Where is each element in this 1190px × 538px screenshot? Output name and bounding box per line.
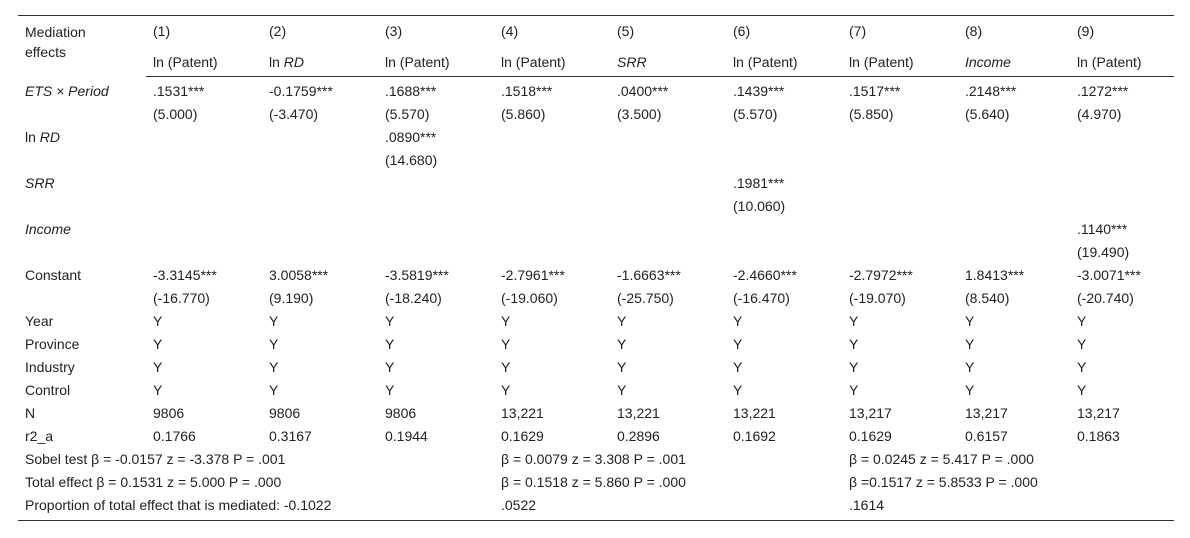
- value-cell: Y: [269, 336, 279, 352]
- table-row-sobel-test: [18, 448, 1174, 471]
- value-cell: 0.1629: [501, 428, 544, 444]
- coef-cell: .2148***: [965, 83, 1017, 99]
- coef-cell: .1688***: [385, 83, 437, 99]
- coef-cell: [146, 126, 262, 149]
- depvar-name: RD: [283, 54, 305, 70]
- table-row-ets-period: [18, 77, 1174, 104]
- coef-cell: -3.0071***: [1077, 267, 1141, 283]
- value-cell: Y: [849, 313, 859, 329]
- value-cell: 9806: [269, 405, 301, 421]
- row-label: Province: [25, 336, 80, 352]
- coef-cell: -3.5819***: [385, 267, 449, 283]
- depvar-prefix: ln: [153, 54, 168, 70]
- t-stat-cell: (-18.240): [385, 290, 442, 306]
- value-cell: 0.1863: [1077, 428, 1120, 444]
- table-row-srr: [18, 172, 1174, 195]
- t-stat-cell: [726, 149, 842, 172]
- row-label-prefix: ln: [25, 129, 40, 145]
- value-cell: Y: [385, 313, 395, 329]
- t-stat-cell: (5.850): [849, 106, 894, 122]
- value-cell: 0.1944: [385, 428, 428, 444]
- coef-cell: .1981***: [733, 175, 785, 191]
- t-stat-cell: (14.680): [385, 152, 438, 168]
- value-cell: 0.6157: [965, 428, 1008, 444]
- value-cell: Y: [501, 313, 511, 329]
- value-cell: Y: [965, 359, 975, 375]
- depvar-prefix: ln: [269, 54, 284, 70]
- t-stat-cell: [494, 195, 610, 218]
- t-stat-cell: (8.540): [965, 290, 1010, 306]
- table-row-income-t: [18, 241, 1174, 264]
- total-effect-group-1: Total effect β = 0.1531 z = 5.000 P = .000: [25, 474, 282, 490]
- value-cell: Y: [153, 382, 163, 398]
- t-stat-cell: [146, 149, 262, 172]
- value-cell: Y: [965, 313, 975, 329]
- value-cell: 13,217: [1077, 405, 1120, 421]
- t-stat-cell: [842, 241, 958, 264]
- value-cell: Y: [733, 382, 743, 398]
- proportion-group-1: Proportion of total effect that is mediated: -0.1022: [18, 494, 494, 521]
- coef-cell: -3.3145***: [153, 267, 217, 283]
- total-effect-group-3: β =0.1517 z = 5.8533 P = .000: [849, 474, 1038, 490]
- coef-cell: .1140***: [1077, 221, 1128, 237]
- coef-cell: [146, 172, 262, 195]
- col-depvar: [378, 43, 494, 77]
- row-label: r2_a: [25, 428, 54, 444]
- value-cell: Y: [965, 336, 975, 352]
- value-cell: Y: [1077, 336, 1087, 352]
- total-effect-group-2: β = 0.1518 z = 5.860 P = .000: [501, 474, 686, 490]
- table-row-r2a: [18, 425, 1174, 448]
- coef-cell: [262, 126, 378, 149]
- value-cell: Y: [733, 336, 743, 352]
- table-row-province: [18, 333, 1174, 356]
- row-label: N: [25, 405, 36, 421]
- coef-cell: 3.0058***: [269, 267, 329, 283]
- value-cell: 9806: [153, 405, 185, 421]
- depvar-name: (Patent): [167, 54, 218, 70]
- table-row-proportion-mediated: [18, 494, 1174, 521]
- t-stat-cell: [726, 241, 842, 264]
- value-cell: Y: [269, 382, 279, 398]
- coef-cell: .0400***: [617, 83, 669, 99]
- header-row-depvars: [18, 43, 1174, 77]
- value-cell: Y: [849, 359, 859, 375]
- t-stat-cell: [958, 149, 1070, 172]
- value-cell: Y: [501, 336, 511, 352]
- depvar-prefix: ln: [733, 54, 748, 70]
- coef-cell: [494, 218, 610, 241]
- value-cell: 13,221: [501, 405, 544, 421]
- value-cell: Y: [269, 313, 279, 329]
- coef-cell: -0.1759***: [269, 83, 333, 99]
- value-cell: Y: [385, 336, 395, 352]
- value-cell: Y: [1077, 313, 1087, 329]
- table-row-year: [18, 310, 1174, 333]
- coef-cell: .1272***: [1077, 83, 1129, 99]
- value-cell: Y: [153, 313, 163, 329]
- t-stat-cell: (5.860): [501, 106, 546, 122]
- sobel-test-group-1: Sobel test β = -0.0157 z = -3.378 P = .001: [25, 451, 286, 467]
- value-cell: Y: [965, 382, 975, 398]
- col-depvar: [146, 43, 262, 77]
- t-stat-cell: (10.060): [733, 198, 786, 214]
- col-num: (9): [1070, 16, 1174, 44]
- depvar-name: Income: [965, 54, 1011, 70]
- t-stat-cell: [610, 241, 726, 264]
- t-stat-cell: [146, 241, 262, 264]
- value-cell: Y: [385, 382, 395, 398]
- coef-cell: .1518***: [501, 83, 553, 99]
- value-cell: Y: [849, 336, 859, 352]
- table-row-income: [18, 218, 1174, 241]
- coef-cell: [1070, 126, 1174, 149]
- depvar-name: (Patent): [863, 54, 914, 70]
- col-num: (7): [842, 16, 958, 44]
- t-stat-cell: (-19.060): [501, 290, 558, 306]
- coef-cell: -2.4660***: [733, 267, 797, 283]
- coef-cell: [610, 218, 726, 241]
- value-cell: Y: [849, 382, 859, 398]
- col-depvar: [262, 43, 378, 77]
- t-stat-cell: [1070, 195, 1174, 218]
- t-stat-cell: (3.500): [617, 106, 662, 122]
- coef-cell: 1.8413***: [965, 267, 1025, 283]
- value-cell: 0.2896: [617, 428, 660, 444]
- row-label: SRR: [25, 175, 55, 191]
- coef-cell: [1070, 172, 1174, 195]
- value-cell: 13,217: [849, 405, 892, 421]
- value-cell: Y: [153, 336, 163, 352]
- value-cell: Y: [385, 359, 395, 375]
- coef-cell: .1439***: [733, 83, 785, 99]
- col-num: (6): [726, 16, 842, 44]
- col-depvar: [494, 43, 610, 77]
- coef-cell: [958, 126, 1070, 149]
- value-cell: 0.1766: [153, 428, 196, 444]
- coef-cell: [842, 218, 958, 241]
- value-cell: Y: [269, 359, 279, 375]
- coef-cell: .1531***: [153, 83, 205, 99]
- t-stat-cell: [494, 241, 610, 264]
- coef-cell: [378, 218, 494, 241]
- t-stat-cell: (-25.750): [617, 290, 674, 306]
- value-cell: Y: [617, 313, 627, 329]
- t-stat-cell: (19.490): [1077, 244, 1130, 260]
- header-row-numbers: [18, 16, 1174, 44]
- table-row-ln-rd: [18, 126, 1174, 149]
- t-stat-cell: [262, 149, 378, 172]
- t-stat-cell: [146, 195, 262, 218]
- row-label: [18, 126, 146, 149]
- col-num: (2): [262, 16, 378, 44]
- t-stat-cell: [262, 241, 378, 264]
- t-stat-cell: [842, 195, 958, 218]
- value-cell: Y: [1077, 382, 1087, 398]
- t-stat-cell: [494, 149, 610, 172]
- col-depvar: [610, 43, 726, 77]
- row-label: Control: [25, 382, 71, 398]
- col-depvar: [726, 43, 842, 77]
- t-stat-cell: [958, 195, 1070, 218]
- t-stat-cell: (5.640): [965, 106, 1010, 122]
- coef-cell: -2.7961***: [501, 267, 565, 283]
- table-row-srr-t: [18, 195, 1174, 218]
- table-row-n: [18, 402, 1174, 425]
- coef-cell: [958, 172, 1070, 195]
- sobel-test-group-3: β = 0.0245 z = 5.417 P = .000: [849, 451, 1034, 467]
- stub-header-line2: effects: [25, 44, 66, 60]
- col-num: (4): [494, 16, 610, 44]
- table-row-ln-rd-t: [18, 149, 1174, 172]
- coef-cell: [842, 126, 958, 149]
- col-num: (5): [610, 16, 726, 44]
- row-label-var: RD: [39, 129, 61, 145]
- coef-cell: .1517***: [849, 83, 901, 99]
- t-stat-cell: [378, 195, 494, 218]
- row-label: Industry: [25, 359, 75, 375]
- t-stat-cell: [1070, 149, 1174, 172]
- t-stat-cell: (-16.770): [153, 290, 210, 306]
- coef-cell: -1.6663***: [617, 267, 681, 283]
- coef-cell: [494, 172, 610, 195]
- coef-cell: [262, 172, 378, 195]
- t-stat-cell: [958, 241, 1070, 264]
- coef-cell: [726, 218, 842, 241]
- depvar-prefix: ln: [385, 54, 400, 70]
- stub-header-line1: Mediation: [25, 24, 86, 40]
- value-cell: Y: [501, 359, 511, 375]
- depvar-prefix: ln: [501, 54, 516, 70]
- t-stat-cell: (-3.470): [269, 106, 319, 122]
- value-cell: Y: [733, 359, 743, 375]
- t-stat-cell: [262, 195, 378, 218]
- value-cell: Y: [501, 382, 511, 398]
- coef-cell: [726, 126, 842, 149]
- value-cell: Y: [617, 359, 627, 375]
- row-label: Year: [25, 313, 54, 329]
- t-stat-cell: [610, 195, 726, 218]
- t-stat-cell: (4.970): [1077, 106, 1122, 122]
- row-label: Constant: [25, 267, 82, 283]
- value-cell: 13,221: [733, 405, 776, 421]
- t-stat-cell: (5.570): [385, 106, 430, 122]
- depvar-name: (Patent): [1091, 54, 1142, 70]
- t-stat-cell: [378, 241, 494, 264]
- depvar-prefix: ln: [1077, 54, 1092, 70]
- mediation-effects-table: [18, 15, 1174, 521]
- t-stat-cell: [610, 149, 726, 172]
- coef-cell: [378, 172, 494, 195]
- table-row-industry: [18, 356, 1174, 379]
- coef-cell: [262, 218, 378, 241]
- coef-cell: [146, 218, 262, 241]
- value-cell: 0.3167: [269, 428, 312, 444]
- value-cell: 9806: [385, 405, 417, 421]
- depvar-name: (Patent): [515, 54, 566, 70]
- value-cell: Y: [617, 336, 627, 352]
- row-label: ETS × Period: [25, 82, 109, 99]
- t-stat-cell: (5.570): [733, 106, 778, 122]
- table-row-constant: [18, 264, 1174, 287]
- proportion-group-3: .1614: [842, 494, 1174, 521]
- coef-cell: .0890***: [385, 129, 437, 145]
- value-cell: Y: [617, 382, 627, 398]
- t-stat-cell: (-20.740): [1077, 290, 1134, 306]
- t-stat-cell: (5.000): [153, 106, 198, 122]
- coef-cell: [958, 218, 1070, 241]
- value-cell: 0.1692: [733, 428, 776, 444]
- coef-cell: [494, 126, 610, 149]
- col-num: (1): [146, 16, 262, 44]
- col-depvar: [1070, 43, 1174, 77]
- depvar-name: (Patent): [747, 54, 798, 70]
- value-cell: 0.1629: [849, 428, 892, 444]
- proportion-group-2: .0522: [494, 494, 842, 521]
- depvar-prefix: ln: [849, 54, 864, 70]
- t-stat-cell: (-19.070): [849, 290, 906, 306]
- t-stat-cell: [842, 149, 958, 172]
- depvar-name: SRR: [617, 54, 647, 70]
- col-depvar: [842, 43, 958, 77]
- table-row-constant-t: [18, 287, 1174, 310]
- t-stat-cell: (9.190): [269, 290, 314, 306]
- table-row-ets-period-t: [18, 103, 1174, 126]
- coef-cell: [610, 172, 726, 195]
- stub-header: [18, 16, 146, 77]
- t-stat-cell: (-16.470): [733, 290, 790, 306]
- row-label: Income: [25, 221, 71, 237]
- depvar-name: (Patent): [399, 54, 450, 70]
- coef-cell: [610, 126, 726, 149]
- col-num: (3): [378, 16, 494, 44]
- coef-cell: [842, 172, 958, 195]
- col-depvar: [958, 43, 1070, 77]
- coef-cell: -2.7972***: [849, 267, 913, 283]
- value-cell: Y: [733, 313, 743, 329]
- col-num: (8): [958, 16, 1070, 44]
- value-cell: Y: [1077, 359, 1087, 375]
- value-cell: 13,221: [617, 405, 660, 421]
- value-cell: Y: [153, 359, 163, 375]
- table-row-control: [18, 379, 1174, 402]
- value-cell: 13,217: [965, 405, 1008, 421]
- sobel-test-group-2: β = 0.0079 z = 3.308 P = .001: [501, 451, 686, 467]
- table-row-total-effect: [18, 471, 1174, 494]
